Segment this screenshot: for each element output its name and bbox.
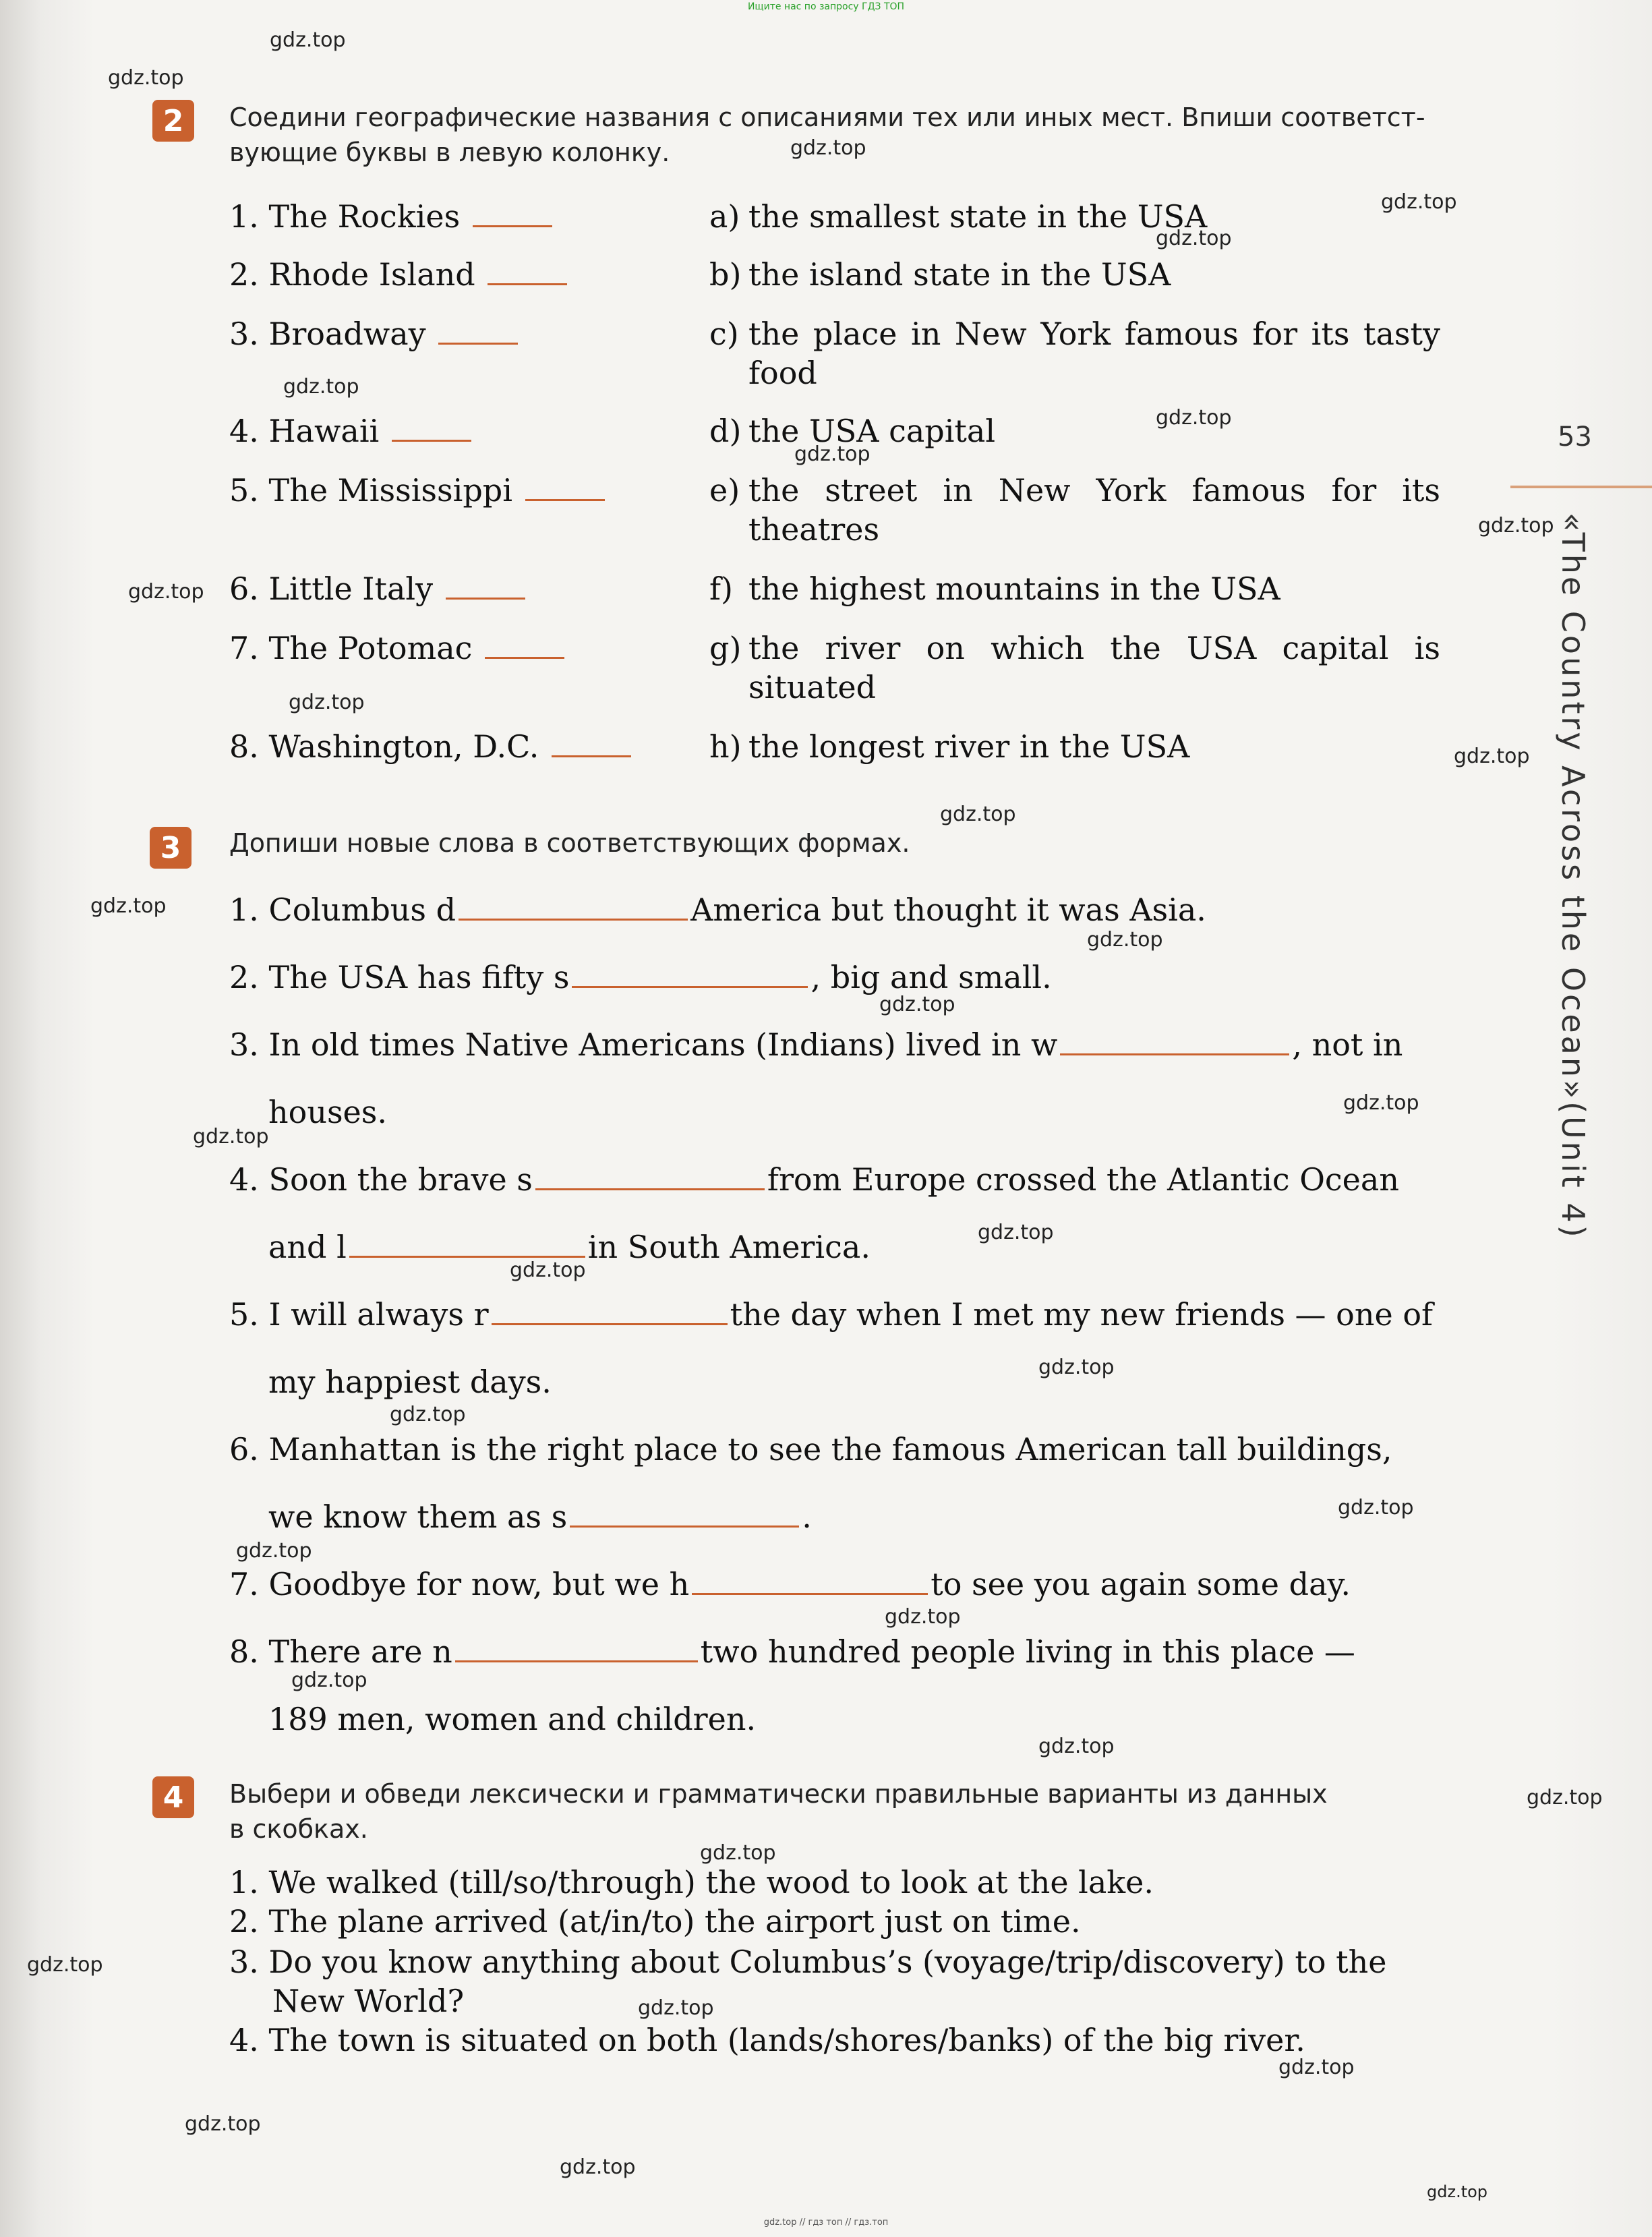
answer-blank[interactable] xyxy=(473,198,552,227)
watermark: gdz.top xyxy=(1038,1356,1115,1379)
fill-item-5-cont: my happiest days. xyxy=(268,1364,552,1400)
exercise-4-instruction-line-1: Выбери и обведи лексически и грамматически правильные варианты из данных xyxy=(229,1779,1328,1809)
watermark: gdz.top xyxy=(978,1221,1054,1244)
choice-item-2: 2. The plane arrived (at/in/to) the airport just on time. xyxy=(229,1903,1081,1940)
answer-blank[interactable] xyxy=(570,1499,799,1528)
match-right-item-e: e) the street in New York famous for its theatres xyxy=(709,472,1440,548)
watermark: gdz.top xyxy=(1454,745,1530,768)
answer-blank[interactable] xyxy=(535,1161,765,1190)
top-banner: Ищите нас по запросу ГДЗ ТОП xyxy=(747,1,905,12)
answer-blank[interactable] xyxy=(552,728,631,757)
watermark: gdz.top xyxy=(1087,928,1163,952)
match-left-item-1: 1. The Rockies xyxy=(229,197,555,236)
watermark: gdz.top xyxy=(1381,190,1457,214)
watermark: gdz.top xyxy=(1478,514,1554,538)
choice-item-3-cont: New World? xyxy=(272,1983,465,2019)
watermark: gdz.top xyxy=(1278,2056,1355,2079)
match-left-item-4: 4. Hawaii xyxy=(229,411,474,451)
fill-item-3: 3. In old times Native Americans (Indians) lived in w , not in xyxy=(229,1026,1403,1063)
side-rule xyxy=(1510,486,1652,488)
fill-item-5: 5. I will always r the day when I met my new friends — one of xyxy=(229,1296,1434,1333)
watermark: gdz.top xyxy=(560,2155,636,2179)
answer-blank[interactable] xyxy=(572,959,808,988)
watermark: gdz.top xyxy=(1038,1735,1115,1758)
match-right-item-f: f) the highest mountains in the USA xyxy=(709,571,1280,607)
watermark: gdz.top xyxy=(291,1668,367,1692)
match-left-item-7: 7. The Potomac xyxy=(229,629,567,668)
answer-blank[interactable] xyxy=(438,316,518,345)
match-left-item-5: 5. The Mississippi xyxy=(229,471,608,510)
answer-blank[interactable] xyxy=(392,413,471,442)
match-right-item-a: a) the smallest state in the USA xyxy=(709,198,1208,235)
watermark: gdz.top xyxy=(1156,227,1232,250)
fill-item-6: 6. Manhattan is the right place to see the famous American tall buildings, xyxy=(229,1431,1392,1468)
fill-item-6-cont: we know them as s . xyxy=(268,1499,812,1535)
exercise-4-instruction-line-2: в скобках. xyxy=(229,1814,368,1844)
watermark: gdz.top xyxy=(108,66,184,90)
exercise-3-instruction: Допиши новые слова в соответствующих формах. xyxy=(229,828,910,858)
watermark: gdz.top xyxy=(1338,1496,1414,1519)
fill-item-4-cont: and l in South America. xyxy=(268,1229,871,1265)
answer-blank[interactable] xyxy=(459,892,688,921)
exercise-2-instruction xyxy=(229,100,1443,170)
answer-blank[interactable] xyxy=(692,1566,928,1595)
watermark: gdz.top xyxy=(1156,406,1232,430)
choice-item-4: 4. The town is situated on both (lands/shores/banks) of the big river. xyxy=(229,2022,1305,2058)
watermark: gdz.top xyxy=(390,1403,466,1426)
watermark: gdz.top xyxy=(940,803,1016,826)
match-left-item-6: 6. Little Italy xyxy=(229,569,528,608)
match-right-item-b: b) the island state in the USA xyxy=(709,256,1171,293)
watermark: gdz.top xyxy=(1343,1091,1419,1115)
answer-blank[interactable] xyxy=(488,256,567,285)
match-right-item-g: g) the river on which the USA capital is situated xyxy=(709,630,1440,705)
choice-item-3: 3. Do you know anything about Columbus’s (voyage/trip/discovery) to the xyxy=(229,1944,1387,1980)
watermark: gdz.top xyxy=(27,1953,103,1977)
fill-item-7: 7. Goodbye for now, but we h to see you again some day. xyxy=(229,1566,1351,1602)
answer-blank[interactable] xyxy=(455,1633,698,1662)
watermark: gdz.top xyxy=(193,1125,269,1149)
unit-title: «The Country Across the Ocean»(Unit 4) xyxy=(1555,513,1591,1240)
exercise-2-instruction-line-1: Соедини географические названия с описаниями тех или иных мест. Впиши соответст- xyxy=(229,103,1425,132)
watermark: gdz.top xyxy=(510,1258,586,1282)
answer-blank[interactable] xyxy=(492,1296,728,1325)
fill-item-4: 4. Soon the brave s from Europe crossed the Atlantic Ocean xyxy=(229,1161,1399,1198)
match-right-item-d: d) the USA capital xyxy=(709,413,996,449)
match-left-item-2: 2. Rhode Island xyxy=(229,255,570,294)
watermark: gdz.top xyxy=(90,894,167,918)
watermark: gdz.top xyxy=(790,136,866,160)
exercise-3-badge: 3 xyxy=(150,827,191,869)
exercise-4-badge: 4 xyxy=(152,1776,194,1818)
watermark: gdz.top xyxy=(236,1539,312,1563)
watermark: gdz.top xyxy=(638,1996,714,2020)
exercise-4-instruction xyxy=(229,1776,1443,1847)
watermark: gdz.top xyxy=(879,993,955,1016)
page-number: 53 xyxy=(1558,422,1592,453)
bottom-banner: gdz.top // гдз топ // гдз.топ xyxy=(763,2217,889,2228)
match-left-item-3: 3. Broadway xyxy=(229,314,521,353)
match-right-item-c: c) the place in New York famous for its tasty food xyxy=(709,316,1440,391)
answer-blank[interactable] xyxy=(349,1229,585,1258)
watermark: gdz.top xyxy=(1427,2182,1488,2201)
watermark: gdz.top xyxy=(1527,1786,1603,1809)
answer-blank[interactable] xyxy=(485,630,564,659)
fill-item-3-cont: houses. xyxy=(268,1094,388,1130)
watermark: gdz.top xyxy=(283,375,359,399)
watermark: gdz.top xyxy=(700,1841,776,1865)
fill-item-2: 2. The USA has fifty s , big and small. xyxy=(229,959,1052,995)
exercise-2-badge: 2 xyxy=(152,100,194,142)
watermark: gdz.top xyxy=(128,580,204,604)
fill-item-1: 1. Columbus d America but thought it was Asia. xyxy=(229,892,1206,928)
exercise-2-instruction-line-2: вующие буквы в левую колонку. xyxy=(229,138,670,167)
watermark: gdz.top xyxy=(185,2112,261,2136)
match-right-item-h: h) the longest river in the USA xyxy=(709,728,1190,765)
watermark: gdz.top xyxy=(270,28,346,52)
watermark: gdz.top xyxy=(289,691,365,714)
watermark: gdz.top xyxy=(794,442,871,466)
answer-blank[interactable] xyxy=(1060,1026,1289,1055)
answer-blank[interactable] xyxy=(446,571,525,600)
match-left-item-8: 8. Washington, D.C. xyxy=(229,727,634,766)
choice-item-1: 1. We walked (till/so/through) the wood to look at the lake. xyxy=(229,1864,1154,1900)
fill-item-8: 8. There are n two hundred people living in this place — xyxy=(229,1633,1355,1670)
fill-item-8-cont: 189 men, women and children. xyxy=(268,1701,757,1737)
answer-blank[interactable] xyxy=(525,472,605,501)
watermark: gdz.top xyxy=(885,1605,961,1629)
